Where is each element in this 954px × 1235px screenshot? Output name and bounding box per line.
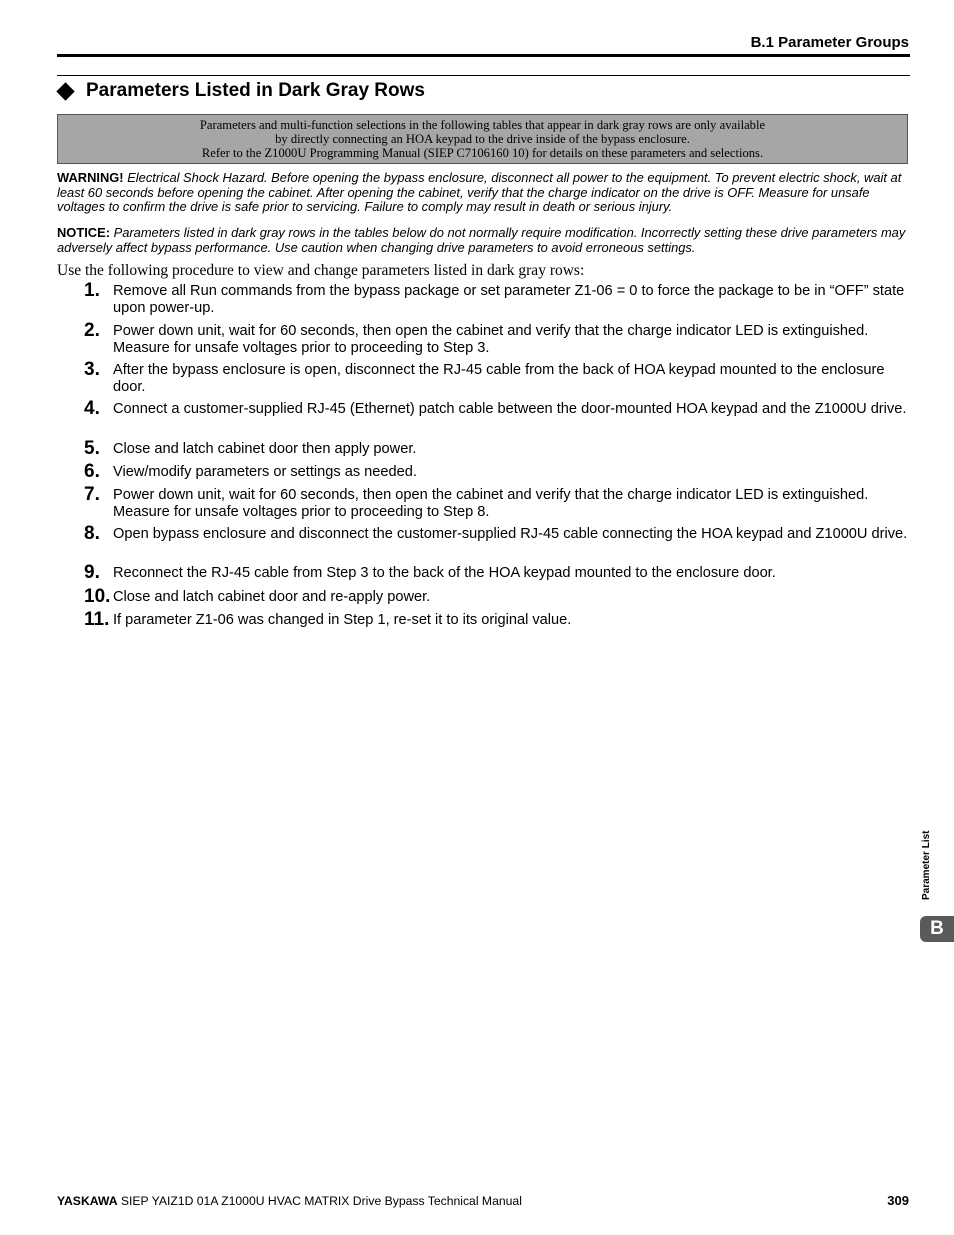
gray-note-line: Refer to the Z1000U Programming Manual (SIEP C7106160 10) for details on these parameters and selections. xyxy=(201,146,764,160)
notice-text: Parameters listed in dark gray rows in the tables below do not normally require modification. Incorrectly setting these drive parameters may adversely affect bypass performance. Use caution when changing drive parameters to avoid erroneous settings. xyxy=(57,225,906,255)
footer-doc-title: SIEP YAIZ1D 01A Z1000U HVAC MATRIX Drive Bypass Technical Manual xyxy=(120,1194,522,1208)
step-text: Close and latch cabinet door and re-apply power. xyxy=(113,589,431,605)
warning-paragraph xyxy=(57,171,913,215)
step-number: 1. xyxy=(84,280,100,301)
step-number: 8. xyxy=(84,523,100,544)
step-text: Close and latch cabinet door then apply power. xyxy=(113,441,417,457)
notice-label: NOTICE: xyxy=(57,225,110,240)
step-text: If parameter Z1-06 was changed in Step 1, re-set it to its original value. xyxy=(113,612,572,628)
step-text: View/modify parameters or settings as needed. xyxy=(113,464,417,480)
footer-doc-info xyxy=(57,1194,522,1208)
step-number: 11. xyxy=(84,609,110,630)
diamond-bullet-icon xyxy=(56,82,74,100)
warning-text: Electrical Shock Hazard. Before opening the bypass enclosure, disconnect all power to the equipment. To prevent electric shock, wait at least 60 seconds before opening the cabinet. After opening the cabinet, verify that the charge indicator on the drive is OFF. Measure for unsafe voltages to confirm the drive is safe prior to servicing. Failure to comply may result in death or serious injury. xyxy=(57,170,902,214)
step-text: Connect a customer-supplied RJ-45 (Ethernet) patch cable between the door-mounted HOA keypad and the Z1000U drive. xyxy=(113,401,907,417)
step-text: Reconnect the RJ-45 cable from Step 3 to the back of the HOA keypad mounted to the enclosure door. xyxy=(113,565,776,581)
section-rule xyxy=(57,75,910,76)
step-number: 2. xyxy=(84,320,100,341)
step-text: Power down unit, wait for 60 seconds, then open the cabinet and verify that the charge indicator LED is extinguished. Measure for unsafe voltages prior to proceeding to Step 8. xyxy=(113,487,869,520)
step-number: 6. xyxy=(84,461,100,482)
footer-brand: YASKAWA xyxy=(57,1194,118,1208)
step-text: Remove all Run commands from the bypass package or set parameter Z1-06 = 0 to force the package to be in “OFF” state upon power-up. xyxy=(113,283,905,316)
step-text: Power down unit, wait for 60 seconds, then open the cabinet and verify that the charge indicator LED is extinguished. Measure for unsafe voltages prior to proceeding to Step 3. xyxy=(113,323,869,356)
step-text: After the bypass enclosure is open, disconnect the RJ-45 cable from the back of HOA keypad mounted to the enclosure door. xyxy=(113,362,885,395)
section-title: Parameters Listed in Dark Gray Rows xyxy=(86,80,425,101)
step-number: 3. xyxy=(84,359,100,380)
header-rule xyxy=(57,54,910,57)
notice-paragraph xyxy=(57,226,913,255)
side-section-label: Parameter List xyxy=(921,830,932,900)
step-number: 5. xyxy=(84,438,100,459)
appendix-tab: B xyxy=(920,916,954,942)
procedure-intro: Use the following procedure to view and change parameters listed in dark gray rows: xyxy=(57,262,585,279)
running-header: B.1 Parameter Groups xyxy=(750,34,909,51)
step-number: 9. xyxy=(84,562,100,583)
gray-note-line: by directly connecting an HOA keypad to the drive inside of the bypass enclosure. xyxy=(275,132,690,146)
gray-note-box xyxy=(57,114,908,164)
gray-note-line: Parameters and multi-function selections in the following tables that appear in dark gray rows are only available xyxy=(199,118,766,132)
step-number: 4. xyxy=(84,398,100,419)
warning-label: WARNING! xyxy=(57,170,124,185)
step-number: 7. xyxy=(84,484,100,505)
step-text: Open bypass enclosure and disconnect the customer-supplied RJ-45 cable connecting the HOA keypad and Z1000U drive. xyxy=(113,526,908,542)
step-number: 10. xyxy=(84,586,111,607)
section-heading xyxy=(57,80,425,102)
page-number: 309 xyxy=(887,1193,909,1208)
